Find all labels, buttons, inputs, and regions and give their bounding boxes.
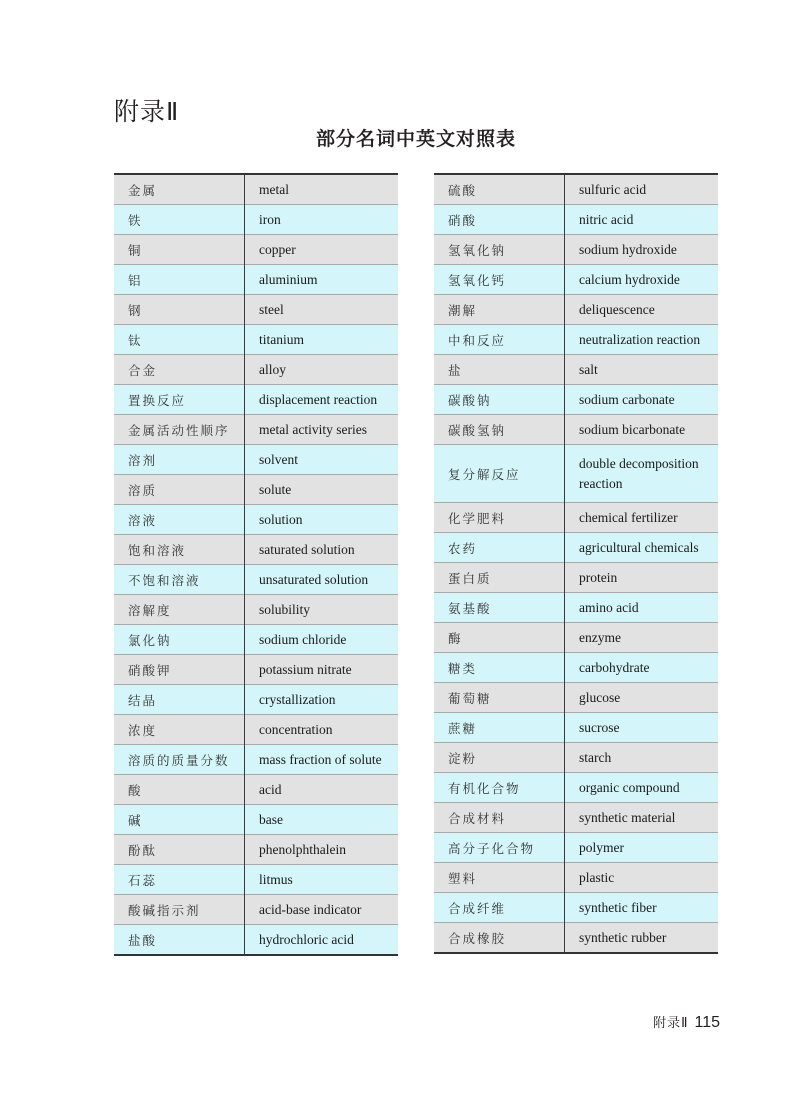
glossary-row: [114, 235, 398, 265]
chinese-term: 蛋白质: [434, 563, 565, 593]
glossary-row: [114, 775, 398, 805]
glossary-row: [114, 505, 398, 535]
english-term: calcium hydroxide: [565, 265, 719, 295]
glossary-row: [114, 415, 398, 445]
english-term: organic compound: [565, 773, 719, 803]
chinese-term: 糖类: [434, 653, 565, 683]
english-term: sodium bicarbonate: [565, 415, 719, 445]
english-term: metal activity series: [245, 415, 399, 445]
glossary-row: [114, 625, 398, 655]
english-term: phenolphthalein: [245, 835, 399, 865]
glossary-row: [114, 655, 398, 685]
page-footer: [653, 1012, 720, 1032]
chinese-term: 石蕊: [114, 865, 245, 895]
english-term: sodium carbonate: [565, 385, 719, 415]
chinese-term: 盐: [434, 355, 565, 385]
glossary-row: [114, 295, 398, 325]
english-term: double decomposition reaction: [565, 445, 719, 503]
glossary-row: [114, 565, 398, 595]
english-term: synthetic fiber: [565, 893, 719, 923]
chinese-term: 溶解度: [114, 595, 245, 625]
chinese-term: 氨基酸: [434, 593, 565, 623]
english-term: sulfuric acid: [565, 174, 719, 205]
chinese-term: 铜: [114, 235, 245, 265]
english-term: sodium hydroxide: [565, 235, 719, 265]
glossary-row: [434, 445, 718, 503]
english-term: hydrochloric acid: [245, 925, 399, 956]
english-term: amino acid: [565, 593, 719, 623]
chinese-term: 金属活动性顺序: [114, 415, 245, 445]
english-term: acid-base indicator: [245, 895, 399, 925]
chinese-term: 合金: [114, 355, 245, 385]
english-term: steel: [245, 295, 399, 325]
english-term: solubility: [245, 595, 399, 625]
chinese-term: 铁: [114, 205, 245, 235]
chinese-term: 钛: [114, 325, 245, 355]
chinese-term: 合成纤维: [434, 893, 565, 923]
glossary-table-left: [114, 173, 398, 956]
english-term: protein: [565, 563, 719, 593]
english-term: concentration: [245, 715, 399, 745]
chinese-term: 葡萄糖: [434, 683, 565, 713]
page-number: 115: [694, 1014, 720, 1031]
english-term: agricultural chemicals: [565, 533, 719, 563]
english-term: alloy: [245, 355, 399, 385]
chinese-term: 淀粉: [434, 743, 565, 773]
glossary-row: [114, 865, 398, 895]
english-term: chemical fertilizer: [565, 503, 719, 533]
english-term: solution: [245, 505, 399, 535]
glossary-row: [114, 174, 398, 205]
glossary-row: [434, 235, 718, 265]
english-term: iron: [245, 205, 399, 235]
glossary-row: [434, 325, 718, 355]
chinese-term: 农药: [434, 533, 565, 563]
english-term: synthetic rubber: [565, 923, 719, 954]
glossary-row: [434, 205, 718, 235]
chinese-term: 塑料: [434, 863, 565, 893]
chinese-term: 碱: [114, 805, 245, 835]
chinese-term: 盐酸: [114, 925, 245, 956]
chinese-term: 钢: [114, 295, 245, 325]
glossary-row: [434, 623, 718, 653]
glossary-table-right: [434, 173, 718, 954]
glossary-row: [434, 653, 718, 683]
english-term: litmus: [245, 865, 399, 895]
chinese-term: 硝酸钾: [114, 655, 245, 685]
chinese-term: 置换反应: [114, 385, 245, 415]
chinese-term: 蔗糖: [434, 713, 565, 743]
chinese-term: 硝酸: [434, 205, 565, 235]
glossary-row: [434, 355, 718, 385]
english-term: mass fraction of solute: [245, 745, 399, 775]
chinese-term: 合成材料: [434, 803, 565, 833]
glossary-row: [434, 863, 718, 893]
glossary-row: [434, 563, 718, 593]
english-term: nitric acid: [565, 205, 719, 235]
glossary-row: [434, 503, 718, 533]
english-term: solute: [245, 475, 399, 505]
english-term: glucose: [565, 683, 719, 713]
glossary-row: [114, 715, 398, 745]
glossary-row: [434, 683, 718, 713]
glossary-row: [434, 803, 718, 833]
chinese-term: 氢氧化钙: [434, 265, 565, 295]
english-term: salt: [565, 355, 719, 385]
glossary-row: [114, 595, 398, 625]
chinese-term: 酸碱指示剂: [114, 895, 245, 925]
glossary-row: [434, 415, 718, 445]
english-term: potassium nitrate: [245, 655, 399, 685]
english-term: displacement reaction: [245, 385, 399, 415]
chinese-term: 碳酸氢钠: [434, 415, 565, 445]
glossary-row: [434, 533, 718, 563]
chinese-term: 铝: [114, 265, 245, 295]
chinese-term: 溶液: [114, 505, 245, 535]
glossary-row: [434, 593, 718, 623]
glossary-row: [114, 205, 398, 235]
glossary-row: [114, 385, 398, 415]
glossary-row: [434, 833, 718, 863]
chinese-term: 碳酸钠: [434, 385, 565, 415]
glossary-row: [114, 535, 398, 565]
chinese-term: 酸: [114, 775, 245, 805]
chinese-term: 溶质: [114, 475, 245, 505]
chinese-term: 硫酸: [434, 174, 565, 205]
glossary-row: [114, 265, 398, 295]
glossary-row: [434, 265, 718, 295]
english-term: saturated solution: [245, 535, 399, 565]
english-term: metal: [245, 174, 399, 205]
glossary-row: [114, 685, 398, 715]
english-term: copper: [245, 235, 399, 265]
chinese-term: 酚酞: [114, 835, 245, 865]
glossary-row: [434, 923, 718, 954]
english-term: base: [245, 805, 399, 835]
chinese-term: 合成橡胶: [434, 923, 565, 954]
chinese-term: 金属: [114, 174, 245, 205]
glossary-row: [114, 475, 398, 505]
chinese-term: 中和反应: [434, 325, 565, 355]
english-term: synthetic material: [565, 803, 719, 833]
chinese-term: 饱和溶液: [114, 535, 245, 565]
english-term: acid: [245, 775, 399, 805]
chinese-term: 不饱和溶液: [114, 565, 245, 595]
glossary-row: [434, 893, 718, 923]
chinese-term: 浓度: [114, 715, 245, 745]
glossary-row: [114, 895, 398, 925]
chinese-term: 氯化钠: [114, 625, 245, 655]
english-term: deliquescence: [565, 295, 719, 325]
chinese-term: 氢氧化钠: [434, 235, 565, 265]
chinese-term: 化学肥料: [434, 503, 565, 533]
glossary-row: [114, 925, 398, 956]
english-term: crystallization: [245, 685, 399, 715]
english-term: aluminium: [245, 265, 399, 295]
english-term: sodium chloride: [245, 625, 399, 655]
english-term: starch: [565, 743, 719, 773]
glossary-row: [114, 835, 398, 865]
glossary-row: [434, 174, 718, 205]
chinese-term: 高分子化合物: [434, 833, 565, 863]
chinese-term: 溶质的质量分数: [114, 745, 245, 775]
glossary-row: [114, 805, 398, 835]
english-term: carbohydrate: [565, 653, 719, 683]
english-term: unsaturated solution: [245, 565, 399, 595]
chinese-term: 结晶: [114, 685, 245, 715]
english-term: titanium: [245, 325, 399, 355]
glossary-row: [434, 295, 718, 325]
chinese-term: 潮解: [434, 295, 565, 325]
english-term: solvent: [245, 445, 399, 475]
chinese-term: 有机化合物: [434, 773, 565, 803]
glossary-row: [114, 325, 398, 355]
chinese-term: 溶剂: [114, 445, 245, 475]
chinese-term: 酶: [434, 623, 565, 653]
glossary-row: [434, 743, 718, 773]
glossary-row: [114, 445, 398, 475]
english-term: plastic: [565, 863, 719, 893]
glossary-row: [434, 713, 718, 743]
glossary-row: [114, 745, 398, 775]
chinese-term: 复分解反应: [434, 445, 565, 503]
english-term: sucrose: [565, 713, 719, 743]
english-term: polymer: [565, 833, 719, 863]
appendix-title: 附录Ⅱ: [114, 97, 180, 126]
english-term: enzyme: [565, 623, 719, 653]
english-term: neutralization reaction: [565, 325, 719, 355]
footer-label: 附录Ⅱ: [653, 1016, 689, 1031]
glossary-row: [434, 385, 718, 415]
glossary-row: [434, 773, 718, 803]
table-title: 部分名词中英文对照表: [315, 128, 516, 150]
glossary-row: [114, 355, 398, 385]
